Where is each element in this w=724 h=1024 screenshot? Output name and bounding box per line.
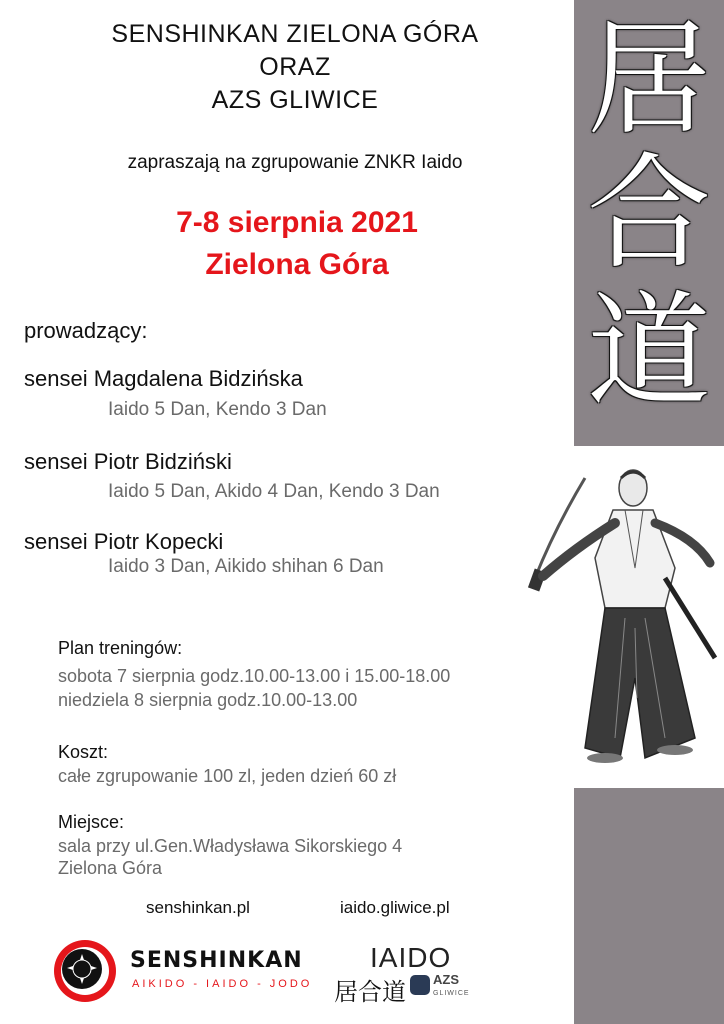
senshinkan-logo-icon <box>52 938 118 1004</box>
plan-line-2: niedziela 8 sierpnia godz.10.00-13.00 <box>58 690 358 710</box>
title-line-2: ORAZ <box>259 53 331 81</box>
title-line-1: SENSHINKAN ZIELONA GÓRA <box>111 20 479 48</box>
kanji-i: 居 <box>586 8 711 152</box>
leaders-label: prowadzący: <box>24 318 148 343</box>
samurai-illustration <box>525 458 724 788</box>
sensei-2-rank: Iaido 5 Dan, Akido 4 Dan, Kendo 3 Dan <box>108 481 440 502</box>
gliwice-logo-text: GLIWICE <box>433 990 470 997</box>
link-iaido-gliwice[interactable]: iaido.gliwice.pl <box>340 898 450 917</box>
sensei-3-name: sensei Piotr Kopecki <box>24 529 224 554</box>
sensei-1-name: sensei Magdalena Bidzińska <box>24 366 303 391</box>
event-date: 7-8 sierpnia 2021 <box>176 206 418 239</box>
title-line-3: AZS GLIWICE <box>211 86 379 114</box>
cost-title: Koszt: <box>58 742 109 762</box>
sensei-1-rank: Iaido 5 Dan, Kendo 3 Dan <box>108 399 327 420</box>
senshinkan-logo-text: SENSHINKAN <box>130 948 303 973</box>
senshinkan-logo-subtitle: AIKIDO - IAIDO - JODO <box>132 978 313 990</box>
place-title: Miejsce: <box>58 812 125 832</box>
plan-line-1: sobota 7 sierpnia godz.10.00-13.00 i 15.00-18.00 <box>58 666 451 686</box>
side-bar-bottom <box>574 788 724 1024</box>
sensei-2-name: sensei Piotr Bidziński <box>24 449 232 474</box>
samurai-hakama <box>585 608 695 758</box>
samurai-foot-left <box>587 753 623 763</box>
place-line-2: Zielona Góra <box>58 858 163 878</box>
iaido-logo-word: IAIDO <box>370 942 452 973</box>
plan-title: Plan treningów: <box>58 638 183 658</box>
link-senshinkan[interactable]: senshinkan.pl <box>146 898 250 917</box>
azs-logo-text: AZS <box>433 972 459 987</box>
azs-logo-mark <box>410 975 430 995</box>
sensei-3-rank: Iaido 3 Dan, Aikido shihan 6 Dan <box>108 556 384 577</box>
kanji-do: 道 <box>586 280 711 424</box>
place-line-1: sala przy ul.Gen.Władysława Sikorskiego 4 <box>58 836 403 856</box>
iaido-logo-kanji: 居合道 <box>334 978 406 1006</box>
samurai-foot-right <box>657 745 693 755</box>
kanji-ai: 合 <box>586 142 711 286</box>
cost-line: całe zgrupowanie 100 zl, jeden dzień 60 zł <box>58 766 397 786</box>
invite-text: zapraszają na zgrupowanie ZNKR Iaido <box>127 152 463 173</box>
event-city: Zielona Góra <box>205 248 389 281</box>
